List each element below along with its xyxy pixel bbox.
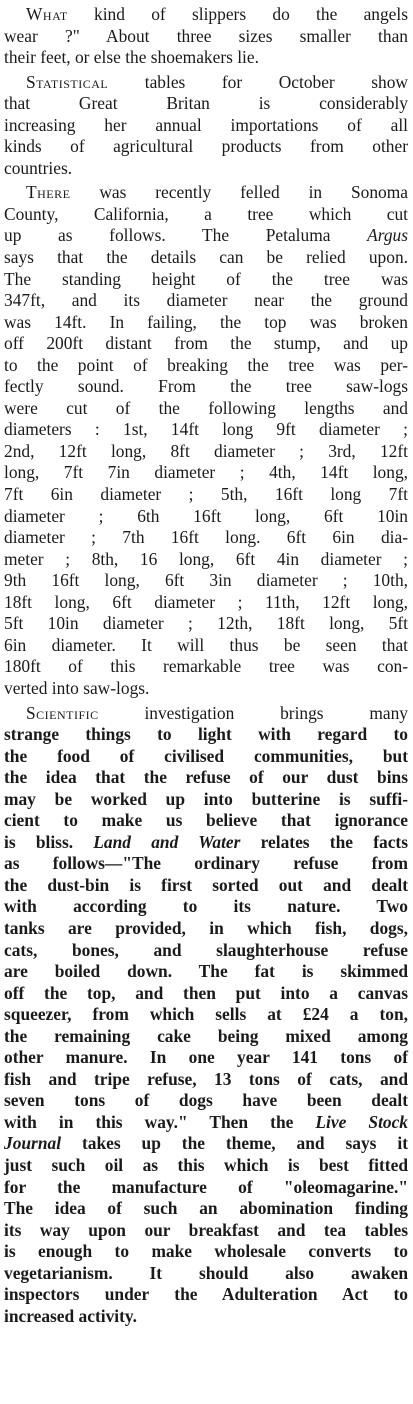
- text-line: just such oil as this which is best fitted: [4, 1154, 408, 1175]
- text-line: County, California, a tree which cut: [4, 203, 408, 224]
- text-line: 347ft, and its diameter near the ground: [4, 290, 408, 311]
- text-line: meter ; 8th, 16 long, 6ft 4in diameter ;: [4, 548, 408, 569]
- text-line: cient to make us believe that ignorance: [4, 810, 408, 831]
- text-line: for the manufacture of "oleomagarine.": [4, 1176, 408, 1197]
- text-line: increased activity.: [4, 1305, 137, 1326]
- text-line: 18ft long, 6ft diameter ; 11th, 12ft long,: [4, 591, 408, 612]
- text-line: strange things to light with regard to: [4, 724, 408, 745]
- text-line: increasing her annual importations of all: [4, 114, 408, 135]
- text-line: countries.: [4, 157, 73, 178]
- text-line: the remaining cake being mixed among: [4, 1025, 408, 1046]
- text-line: wear ?" About three sizes smaller than: [4, 25, 408, 46]
- text-line: 9th 16ft long, 6ft 3in diameter ; 10th,: [4, 570, 408, 591]
- text-line: with in this way." Then the Live Stock: [4, 1111, 409, 1132]
- text-line: the idea that the refuse of our dust bins: [4, 767, 408, 788]
- text-line: up as follows. The Petaluma Argus: [4, 225, 408, 246]
- text-line: vegetarianism. It should also awaken: [4, 1262, 408, 1283]
- text-line: There was recently felled in Sonoma: [26, 182, 408, 203]
- text-line: were cut of the following lengths and: [4, 397, 408, 418]
- text-line: 2nd, 12ft long, 8ft diameter ; 3rd, 12ft: [4, 440, 408, 461]
- text-line: is bliss. Land and Water relates the facts: [4, 831, 408, 852]
- text-line: 6in diameter. It will thus be seen that: [4, 634, 408, 655]
- text-line: are boiled down. The fat is skimmed: [4, 961, 408, 982]
- text-line: kinds of agricultural products from other: [4, 136, 408, 157]
- text-line: What kind of slippers do the angels: [26, 4, 408, 24]
- paragraph-sonoma-tree: [4, 182, 408, 699]
- text-line: 7ft 6in diameter ; 5th, 16ft long 7ft: [4, 484, 408, 505]
- text-line: seven tons of dogs have been dealt: [4, 1090, 408, 1111]
- text-line: cats, bones, and slaughterhouse refuse: [4, 939, 408, 960]
- text-line: off 200ft distant from the stump, and up: [4, 333, 408, 354]
- text-line: The idea of such an abomination finding: [4, 1198, 408, 1219]
- text-line: may be worked up into butterine is suffi-: [4, 788, 408, 809]
- text-line: as follows—"The ordinary refuse from: [4, 853, 408, 874]
- text-line: says that the details can be relied upon.: [4, 247, 408, 268]
- text-line: the food of civilised communities, but: [4, 745, 408, 766]
- text-line: off the top, and then put into a canvas: [4, 982, 408, 1003]
- text-line: Scientific investigation brings many: [26, 702, 408, 723]
- text-line: Journal takes up the theme, and says it: [4, 1133, 408, 1154]
- text-line: tanks are provided, in which fish, dogs,: [4, 917, 408, 938]
- text-line: its way upon our breakfast and tea tables: [4, 1219, 408, 1240]
- text-line: other manure. In one year 141 tons of: [4, 1047, 408, 1068]
- text-line: squeezer, from which sells at £24 a ton,: [4, 1004, 408, 1025]
- text-line: to the point of breaking the tree was per-: [4, 354, 408, 375]
- text-line: fish and tripe refuse, 13 tons of cats, and: [4, 1068, 408, 1089]
- newspaper-column: [4, 4, 408, 1327]
- paragraph-statistical-tables: [4, 72, 408, 180]
- text-line: inspectors under the Adulteration Act to: [4, 1284, 408, 1305]
- text-line: 5ft 10in diameter ; 12th, 18ft long, 5ft: [4, 613, 408, 634]
- text-line: is enough to make wholesale converts to: [4, 1241, 408, 1262]
- text-line: Statistical tables for October show: [26, 71, 408, 92]
- text-line: diameter ; 6th 16ft long, 6ft 10in: [4, 505, 408, 526]
- text-line: was 14ft. In failing, the top was broken: [4, 311, 408, 332]
- text-line: their feet, or else the shoemakers lie.: [4, 47, 259, 68]
- text-line: with according to its nature. Two: [4, 896, 408, 917]
- text-line: that Great Britan is considerably: [4, 93, 408, 114]
- text-line: diameter ; 7th 16ft long. 6ft 6in dia-: [4, 527, 408, 548]
- text-line: long, 7ft 7in diameter ; 4th, 14ft long,: [4, 462, 408, 483]
- text-line: The standing height of the tree was: [4, 268, 408, 289]
- text-line: verted into saw-logs.: [4, 677, 150, 698]
- text-line: diameters : 1st, 14ft long 9ft diameter ;: [4, 419, 408, 440]
- paragraph-dust-bin-butterine: [4, 703, 408, 1328]
- text-line: the dust-bin is first sorted out and dealt: [4, 874, 408, 895]
- paragraph-angels-slippers: [4, 4, 408, 69]
- text-line: 180ft of this remarkable tree was con-: [4, 656, 408, 677]
- text-line: fectly sound. From the tree saw-logs: [4, 376, 408, 397]
